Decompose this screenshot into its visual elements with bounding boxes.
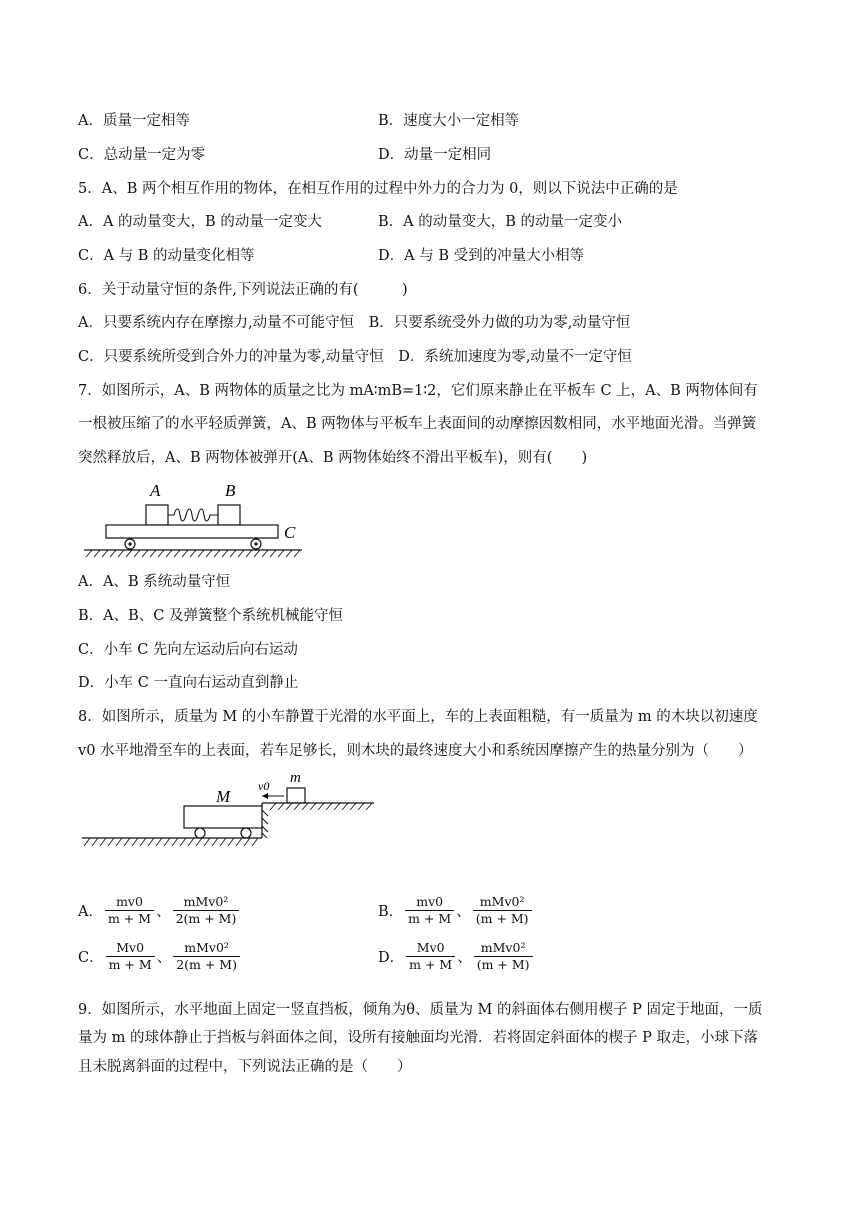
wheel-right	[241, 828, 251, 838]
q7-option-d: D．小车 C 一直向右运动直到静止	[78, 675, 299, 691]
fraction-heat: $\frac{\text{mMv0²}}{2(m + M)}$	[173, 940, 240, 973]
q8-stem-line-2: v0 水平地滑至车的上表面，若车足够长，则木块的最终速度大小和系统因摩擦产生的热量分别为（ ）	[78, 743, 753, 759]
q6-stem: 6．关于动量守恒的条件,下列说法正确的有( )	[78, 282, 408, 298]
q7-stem-line-3: 突然释放后，A、B 两物体被弹开(A、B 两物体始终不滑出平板车)，则有( )	[78, 450, 588, 466]
q5-option-c: C．A 与 B 的动量变化相等	[78, 248, 255, 264]
block-b	[218, 505, 240, 525]
option-label: C．	[78, 950, 104, 966]
q9-stem-line-1: 9．如图所示，水平地面上固定一竖直挡板，倾角为θ、质量为 M 的斜面体右侧用楔子 P 固定于地面，一质	[78, 1002, 763, 1018]
q5-option-d: D．A 与 B 受到的冲量大小相等	[378, 248, 585, 264]
q7-figure-cart-spring	[80, 476, 310, 562]
q4-option-a: A．质量一定相等	[78, 113, 190, 129]
option-label: A．	[78, 904, 103, 920]
q4-option-b: B．速度大小一定相等	[378, 113, 520, 129]
q6-options-cd: C．只要系统所受到合外力的冲量为零,动量守恒 D．系统加速度为零,动量不一定守恒	[78, 349, 632, 365]
fraction-velocity: $\frac{Mv0}{m + M}$	[406, 940, 455, 973]
option-label: B．	[378, 904, 404, 920]
q8-option-c: C． $\frac{Mv0}{m + M}$ 、 $\frac{\text{mMv0²}}{2(m + M)}$	[78, 940, 242, 973]
q8-option-a: A． $\frac{mv0}{m + M}$ 、 $\frac{\text{mMv0²}}{2(m + M)}$	[78, 894, 241, 927]
fraction-heat: $\frac{\text{mMv0²}}{2(m + M)}$	[173, 894, 240, 927]
q7-stem-line-2: 一根被压缩了的水平轻质弹簧，A、B 两物体与平板车上表面间的动摩擦因数相同，水平地面光滑。当弹簧	[78, 416, 757, 432]
q5-option-b: B．A 的动量变大，B 的动量一定变小	[378, 214, 622, 230]
block-a	[146, 505, 168, 525]
figure-label-big-m: M	[216, 787, 231, 806]
figure-label-b: B	[225, 481, 236, 500]
fraction-velocity: $\frac{Mv0}{m + M}$	[106, 940, 155, 973]
q8-option-d: D． $\frac{Mv0}{m + M}$ 、 $\frac{\text{mMv0²}}{(m + M)}$	[378, 940, 535, 973]
ground-hatching	[86, 550, 300, 557]
option-label: D．	[378, 950, 405, 966]
cart-c	[106, 525, 278, 538]
q5-stem: 5．A、B 两个相互作用的物体，在相互作用的过程中外力的合力为 0，则以下说法中正确的是	[78, 181, 678, 197]
q8-stem-line-1: 8．如图所示，质量为 M 的小车静置于光滑的水平面上，车的上表面粗糙，有一质量为 m 的木块以初速度	[78, 709, 758, 725]
block-m	[287, 788, 305, 803]
q7-option-a: A．A、B 系统动量守恒	[78, 574, 231, 590]
q9-stem-line-2: 量为 m 的球体静止于挡板与斜面体之间，设所有接触面均光滑．若将固定斜面体的楔子 P 取走，小球下落	[78, 1030, 758, 1046]
q8-option-b: B． $\frac{mv0}{m + M}$ 、 $\frac{\text{mMv0²}}{(m + M)}$	[378, 894, 534, 927]
q7-option-c: C．小车 C 先向左运动后向右运动	[78, 642, 298, 658]
q8-figure-cart-block	[80, 770, 380, 852]
spring	[168, 509, 218, 521]
fraction-heat: $\frac{\text{mMv0²}}{(m + M)}$	[473, 894, 532, 927]
figure-label-small-m: m	[290, 770, 301, 786]
q4-option-d: D．动量一定相同	[378, 147, 492, 163]
wheel-left	[195, 828, 205, 838]
fraction-velocity: $\frac{mv0}{m + M}$	[405, 894, 454, 927]
q7-stem-line-1: 7．如图所示，A、B 两物体的质量之比为 mA∶mB=1∶2，它们原来静止在平板车 C 上，A、B 两物体间有	[78, 383, 758, 399]
q5-option-a: A．A 的动量变大，B 的动量一定变大	[78, 214, 322, 230]
fraction-heat: $\frac{\text{mMv0²}}{(m + M)}$	[474, 940, 533, 973]
q6-options-ab: A．只要系统内存在摩擦力,动量不可能守恒 B．只要系统受外力做的功为零,动量守恒	[78, 315, 631, 331]
q9-stem-line-3: 且未脱离斜面的过程中，下列说法正确的是（ ）	[78, 1059, 412, 1075]
figure-label-v0: v0	[258, 779, 270, 793]
figure-label-c: C	[284, 523, 296, 542]
cart-m	[184, 806, 262, 828]
fraction-velocity: $\frac{mv0}{m + M}$	[105, 894, 154, 927]
figure-label-a: A	[150, 481, 161, 500]
q7-option-b: B．A、B、C 及弹簧整个系统机械能守恒	[78, 608, 343, 624]
ground-hatching	[84, 838, 258, 846]
q4-option-c: C．总动量一定为零	[78, 147, 206, 163]
